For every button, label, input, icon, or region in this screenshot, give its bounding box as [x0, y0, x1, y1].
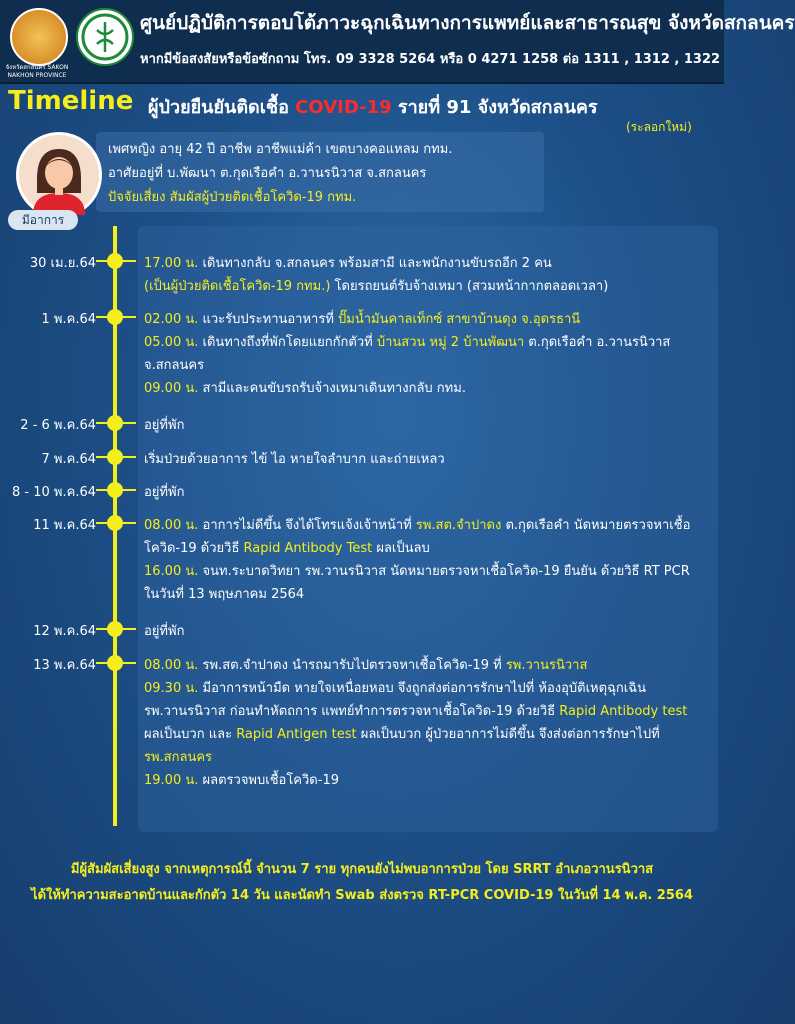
timeline-event-line [144, 414, 184, 435]
timeline-date: 2 - 6 พ.ค.64 [20, 418, 96, 433]
timeline-event-line [144, 308, 580, 329]
event-highlight: รพ.สกลนคร [144, 750, 213, 765]
timeline-event-line [144, 769, 339, 790]
page-title [148, 92, 598, 121]
timeline-date: 11 พ.ค.64 [33, 518, 96, 533]
event-text: เดินทางกลับ จ.สกลนคร พร้อมสามี และพนักงานขับรถอีก 2 คน [198, 256, 552, 271]
province-seal-logo [10, 8, 68, 66]
symptom-tab: มีอาการ [8, 210, 78, 230]
event-text: อยู่ที่พัก [144, 485, 185, 500]
event-time: 09.30 น. [144, 681, 199, 696]
timeline-label: Timeline [8, 86, 134, 116]
event-text: เดินทางถึงที่พักโดยแยกกักตัวที่ [198, 335, 377, 350]
title-post: รายที่ 91 จังหวัดสกลนคร [397, 97, 598, 118]
event-time: 02.00 น. [144, 312, 199, 327]
header-bar [0, 0, 795, 84]
event-time: 16.00 น. [144, 564, 199, 579]
event-time: 08.00 น. [144, 518, 199, 533]
timeline-event-line [144, 252, 552, 273]
timeline-event-line [144, 746, 212, 767]
footer-line-2: ได้ให้ทำความสะอาดบ้านและกักตัว 14 วัน และนัดทำ Swab ส่งตรวจ RT-PCR COVID-19 ในวันที่ 14 พ.ค. 2564 [31, 888, 693, 903]
header-contact: หากมีข้อสงสัยหรือข้อซักถาม โทร. 09 3328 5264 หรือ 0 4271 1258 ต่อ 1311 , 1312 , 1322 [140, 52, 721, 67]
event-highlight: ปั๊มน้ำมันคาลเท็กซ์ สาขาบ้านดุง จ.อุดรธานี [338, 312, 581, 327]
timeline-date: 7 พ.ค.64 [41, 452, 96, 467]
event-text: รพ.สต.จำปาดง นำรถมารับไปตรวจหาเชื้อโควิด-19 ที่ [198, 658, 506, 673]
event-time: 09.00 น. [144, 381, 199, 396]
event-text: เริ่มป่วยด้วยอาการ ไข้ ไอ หายใจลำบาก และถ่ายเหลว [144, 452, 445, 467]
timeline-event-line [144, 537, 430, 558]
event-text: รพ.วานรนิวาส ก่อนทำหัตถการ แพทย์ทำการตรวจหาเชื้อโควิด-19 ด้วยวิธี [144, 704, 560, 719]
event-text: จ.สกลนคร [144, 358, 205, 373]
event-text-tail: ต.กุดเรือคำ อ.วานรนิวาส [524, 335, 671, 350]
event-text: แวะรับประทานอาหารที่ [198, 312, 339, 327]
timeline-event-line [144, 354, 204, 375]
event-time: 17.00 น. [144, 256, 199, 271]
patient-line-1: เพศหญิง อายุ 42 ปี อาชีพ อาชีพแม่ค้า เขตบางคอแหลม กทม. [108, 142, 453, 157]
title-covid: COVID-19 [295, 97, 392, 118]
timeline-date: 13 พ.ค.64 [33, 658, 96, 673]
event-text: มีอาการหน้ามืด หายใจเหนื่อยหอบ จึงถูกส่งต่อการรักษาไปที่ ห้องอุบัติเหตุฉุกเฉิน [198, 681, 646, 696]
event-text: โควิด-19 ด้วยวิธี [144, 541, 244, 556]
timeline-event-line [144, 275, 608, 296]
timeline-event-line [144, 723, 660, 744]
ministry-health-logo [76, 8, 134, 66]
event-text: ผลเป็นบวก และ [144, 727, 237, 742]
timeline-event-line [144, 481, 184, 502]
timeline-event-line [144, 448, 445, 469]
header-title: ศูนย์ปฏิบัติการตอบโต้ภาวะฉุกเฉินทางการแพทย์และสาธารณสุข จังหวัดสกลนคร [140, 12, 795, 34]
timeline-event-line [144, 654, 587, 675]
event-time: 05.00 น. [144, 335, 199, 350]
event-highlight: รพ.สต.จำปาดง [415, 518, 502, 533]
province-logo-caption: จังหวัดสกลนคร SAKON NAKHON PROVINCE [5, 64, 69, 79]
timeline-event-line [144, 620, 184, 641]
event-text: อาการไม่ดีขึ้น จึงได้โทรแจ้งเจ้าหน้าที่ [198, 518, 416, 533]
patient-avatar-icon [16, 132, 102, 218]
timeline-event-line [144, 514, 690, 535]
timeline-event-line [144, 583, 304, 604]
event-text: จนท.ระบาดวิทยา รพ.วานรนิวาส นัดหมายตรวจหาเชื้อโควิด-19 ยืนยัน ด้วยวิธี RT PCR [198, 564, 690, 579]
event-text: ผลตรวจพบเชื้อโควิด-19 [198, 773, 339, 788]
timeline-connector [96, 628, 136, 630]
event-text: อยู่ที่พัก [144, 418, 185, 433]
relapse-note: (ระลอกใหม่) [626, 120, 692, 134]
event-highlight: บ้านสวน หมู่ 2 บ้านพัฒนา [376, 335, 525, 350]
timeline-event-line [144, 677, 646, 698]
timeline-event-line [144, 377, 466, 398]
event-text: ในวันที่ 13 พฤษภาคม 2564 [144, 587, 305, 602]
timeline-date: 12 พ.ค.64 [33, 624, 96, 639]
event-text-tail: ผลเป็นลบ [372, 541, 430, 556]
event-highlight: (เป็นผู้ป่วยติดเชื้อโควิด-19 กทม.) [144, 279, 331, 294]
timeline-connector [96, 316, 136, 318]
timeline-date: 8 - 10 พ.ค.64 [12, 485, 96, 500]
patient-risk-factor: ปัจจัยเสี่ยง สัมผัสผู้ป่วยติดเชื้อโควิด-19 กทม. [108, 190, 357, 205]
footer-line-1: มีผู้สัมผัสเสี่ยงสูง จากเหตุการณ์นี้ จำนวน 7 ราย ทุกคนยังไม่พบอาการป่วย โดย SRRT อำเภอวานรนิวาส [70, 862, 654, 877]
timeline-event-line [144, 700, 687, 721]
event-text-tail: ผลเป็นบวก ผู้ป่วยอาการไม่ดีขึ้น จึงส่งต่อการรักษาไปที่ [356, 727, 660, 742]
event-highlight: Rapid Antibody Test [243, 541, 373, 556]
event-highlight: Rapid Antigen test [236, 727, 357, 742]
event-text: โดยรถยนต์รับจ้างเหมา (สวมหน้ากากตลอดเวลา) [330, 279, 609, 294]
event-text: สามีและคนขับรถรับจ้างเหมาเดินทางกลับ กทม. [198, 381, 466, 396]
timeline-connector [96, 522, 136, 524]
timeline-connector [96, 662, 136, 664]
timeline-connector [96, 456, 136, 458]
timeline-event-line [144, 560, 690, 581]
event-highlight: รพ.วานรนิวาส [505, 658, 588, 673]
timeline-date: 1 พ.ค.64 [41, 312, 96, 327]
patient-line-2: อาศัยอยู่ที่ บ.พัฒนา ต.กุดเรือคำ อ.วานรนิวาส จ.สกลนคร [108, 166, 427, 181]
timeline-event-line [144, 331, 670, 352]
event-time: 19.00 น. [144, 773, 199, 788]
event-text-tail: ต.กุดเรือคำ นัดหมายตรวจหาเชื้อ [501, 518, 691, 533]
timeline-connector [96, 489, 136, 491]
timeline-connector [96, 422, 136, 424]
timeline-connector [96, 260, 136, 262]
title-pre: ผู้ป่วยยืนยันติดเชื้อ [148, 97, 289, 118]
event-highlight: Rapid Antibody test [559, 704, 688, 719]
timeline-date: 30 เม.ย.64 [29, 256, 96, 271]
event-text: อยู่ที่พัก [144, 624, 185, 639]
event-time: 08.00 น. [144, 658, 199, 673]
